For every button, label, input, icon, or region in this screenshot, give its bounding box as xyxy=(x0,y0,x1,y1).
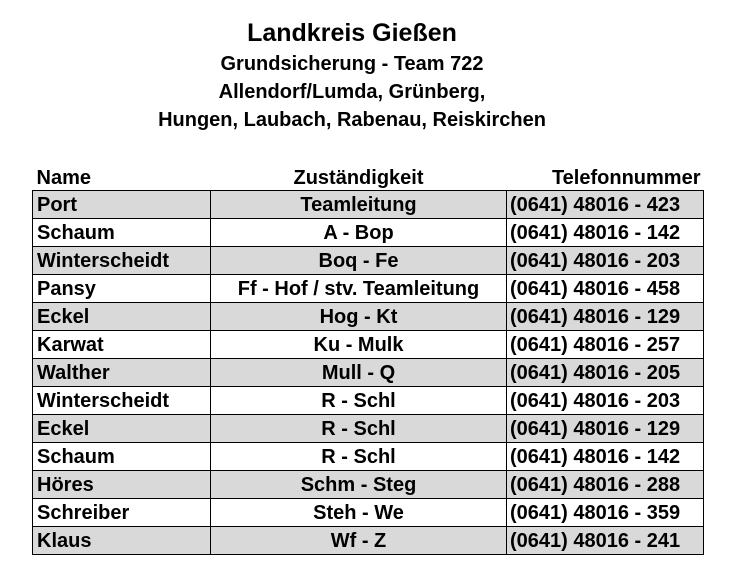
scope-cell: Boq - Fe xyxy=(211,247,507,275)
page-title: Landkreis Gießen xyxy=(247,19,457,47)
name-cell: Klaus xyxy=(33,527,211,555)
phone-cell: (0641) 48016 - 142 xyxy=(507,443,704,471)
table-row xyxy=(33,527,704,555)
phone-cell: (0641) 48016 - 203 xyxy=(507,247,704,275)
phone-cell: (0641) 48016 - 458 xyxy=(507,275,704,303)
name-cell: Pansy xyxy=(33,275,211,303)
scope-cell: Wf - Z xyxy=(211,527,507,555)
name-cell: Eckel xyxy=(33,415,211,443)
name-cell: Winterscheidt xyxy=(33,387,211,415)
table-header xyxy=(33,163,704,191)
header-row xyxy=(33,163,704,191)
scope-cell: R - Schl xyxy=(211,387,507,415)
scope-cell: Schm - Steg xyxy=(211,471,507,499)
phone-cell: (0641) 48016 - 142 xyxy=(507,219,704,247)
table-row xyxy=(33,387,704,415)
phone-cell: (0641) 48016 - 129 xyxy=(507,303,704,331)
scope-cell: R - Schl xyxy=(211,443,507,471)
name-cell: Walther xyxy=(33,359,211,387)
scope-cell: Ff - Hof / stv. Teamleitung xyxy=(211,275,507,303)
phone-cell: (0641) 48016 - 423 xyxy=(507,191,704,219)
table-row xyxy=(33,471,704,499)
table-row xyxy=(33,191,704,219)
name-cell: Höres xyxy=(33,471,211,499)
table-row xyxy=(33,275,704,303)
table-row xyxy=(33,443,704,471)
name-cell: Winterscheidt xyxy=(33,247,211,275)
scope-cell: Teamleitung xyxy=(211,191,507,219)
phone-cell: (0641) 48016 - 205 xyxy=(507,359,704,387)
column-header-phone: Telefonnummer xyxy=(551,167,701,189)
phone-cell: (0641) 48016 - 257 xyxy=(507,331,704,359)
name-cell: Port xyxy=(33,191,211,219)
scope-cell: Mull - Q xyxy=(211,359,507,387)
phone-cell: (0641) 48016 - 359 xyxy=(507,499,704,527)
name-cell: Eckel xyxy=(33,303,211,331)
name-cell: Karwat xyxy=(33,331,211,359)
table-row xyxy=(33,219,704,247)
contact-table xyxy=(32,163,704,555)
phone-cell: (0641) 48016 - 241 xyxy=(507,527,704,555)
table-row xyxy=(33,415,704,443)
scope-cell: Ku - Mulk xyxy=(211,331,507,359)
phone-cell: (0641) 48016 - 203 xyxy=(507,387,704,415)
table-row xyxy=(33,331,704,359)
areas-line-2: Hungen, Laubach, Rabenau, Reiskirchen xyxy=(158,109,546,131)
scope-cell: R - Schl xyxy=(211,415,507,443)
name-cell: Schaum xyxy=(33,443,211,471)
phone-cell: (0641) 48016 - 288 xyxy=(507,471,704,499)
column-header-name: Name xyxy=(36,167,91,189)
document-header xyxy=(0,16,704,134)
scope-cell: Steh - We xyxy=(211,499,507,527)
table-row xyxy=(33,359,704,387)
name-cell: Schreiber xyxy=(33,499,211,527)
page-subtitle: Grundsicherung - Team 722 xyxy=(220,53,484,75)
name-cell: Schaum xyxy=(33,219,211,247)
column-header-scope: Zuständigkeit xyxy=(293,167,424,189)
table-row xyxy=(33,303,704,331)
phone-cell: (0641) 48016 - 129 xyxy=(507,415,704,443)
scope-cell: Hog - Kt xyxy=(211,303,507,331)
table-row xyxy=(33,499,704,527)
table-body xyxy=(33,191,704,555)
areas-line-1: Allendorf/Lumda, Grünberg, xyxy=(218,81,486,103)
table-row xyxy=(33,247,704,275)
scope-cell: A - Bop xyxy=(211,219,507,247)
